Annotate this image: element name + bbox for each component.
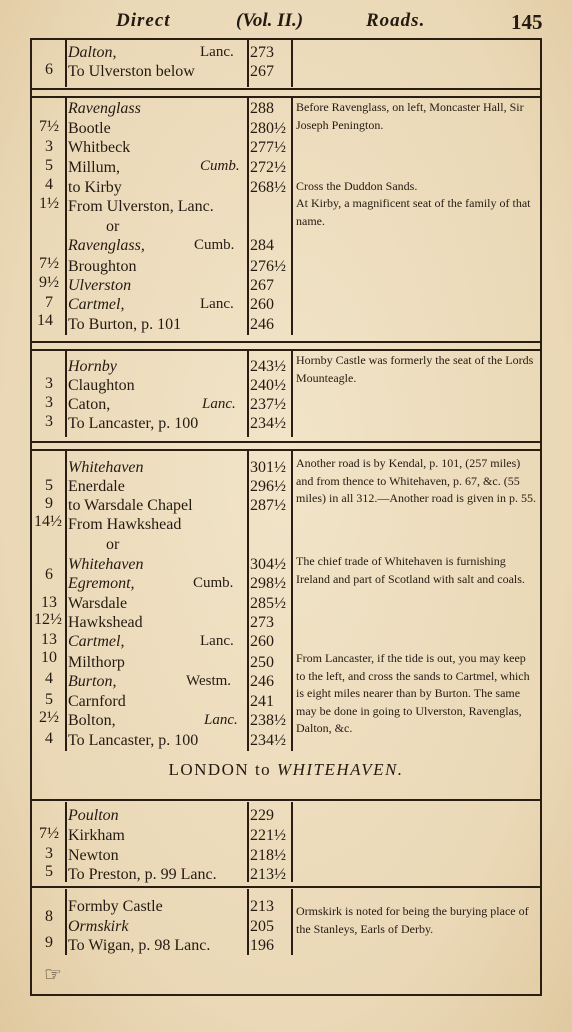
rule — [30, 349, 542, 351]
col-rule — [291, 350, 293, 437]
stage-distance: 13 — [41, 594, 57, 611]
miles-from-london: 268½ — [250, 179, 286, 196]
route-note: Hornby Castle was formerly the seat of the Lords Mounteagle. — [296, 353, 534, 385]
county-label: Lanc. — [204, 712, 238, 728]
stage-distance: 5 — [45, 691, 53, 708]
miles-from-london: 229 — [250, 807, 274, 824]
miles-from-london: 284 — [250, 237, 274, 254]
rule — [30, 88, 542, 90]
col-rule — [291, 802, 293, 882]
place-name: Ravenglass — [68, 100, 141, 117]
miles-from-london: 234½ — [250, 415, 286, 432]
col-rule — [247, 97, 249, 335]
miles-from-london: 273 — [250, 614, 274, 631]
miles-from-london: 234½ — [250, 732, 286, 749]
stage-distance: 3 — [45, 394, 53, 411]
place-name: Broughton — [68, 258, 137, 275]
route-note: Another road is by Kendal, p. 101, (257 miles) and from thence to Whitehaven, p. 67, &c. (55 miles) in all 312.—Another road is given in p. 55. — [296, 456, 536, 505]
page-number: 145 — [511, 10, 543, 34]
county-label: Lanc. — [202, 396, 236, 412]
col-rule — [247, 889, 249, 955]
stage-distance: 7 — [45, 294, 53, 311]
col-rule — [291, 889, 293, 955]
place-name: Poulton — [68, 807, 119, 824]
stage-distance: 3 — [45, 375, 53, 392]
running-header — [0, 10, 572, 36]
miles-from-london: 213½ — [250, 866, 286, 883]
place-name: Egremont, — [68, 575, 135, 592]
place-name: Bolton, — [68, 712, 116, 729]
rule — [30, 799, 542, 801]
place-name: Caton, — [68, 396, 111, 413]
col-rule — [247, 451, 249, 751]
place-name: Claughton — [68, 377, 135, 394]
stage-distance: 4 — [45, 176, 53, 193]
place-name: To Ulverston below — [68, 63, 195, 80]
rule — [30, 886, 542, 888]
stage-distance: 5 — [45, 477, 53, 494]
place-name: From Ulverston, Lanc. — [68, 198, 214, 215]
place-name: Cartmel, — [68, 633, 125, 650]
col-rule — [291, 97, 293, 335]
col-rule — [65, 451, 67, 751]
or-separator: or — [106, 536, 120, 553]
place-name: Kirkham — [68, 827, 125, 844]
miles-from-london: 277½ — [250, 139, 286, 156]
stage-distance: 7½ — [39, 118, 59, 135]
miles-from-london: 243½ — [250, 358, 286, 375]
county-label: Cumb. — [200, 158, 240, 174]
miles-from-london: 287½ — [250, 497, 286, 514]
place-name: Formby Castle — [68, 898, 163, 915]
place-name: To Lancaster, p. 100 — [68, 415, 199, 432]
miles-from-london: 196 — [250, 937, 274, 954]
miles-from-london: 237½ — [250, 396, 286, 413]
miles-from-london: 241 — [250, 693, 274, 710]
place-name: To Preston, p. 99 Lanc. — [68, 866, 217, 883]
place-name: Whitbeck — [68, 139, 131, 156]
stage-distance: 7½ — [39, 255, 59, 272]
col-rule — [247, 40, 249, 87]
miles-from-london: 246 — [250, 673, 274, 690]
place-name: Warsdale — [68, 595, 128, 612]
stage-distance: 5 — [45, 157, 53, 174]
stage-distance: 4 — [45, 670, 53, 687]
stage-distance: 3 — [45, 845, 53, 862]
place-name: Dalton, — [68, 44, 117, 61]
place-name: Ormskirk — [68, 918, 129, 935]
place-name: To Burton, p. 101 — [68, 316, 182, 333]
place-name: To Wigan, p. 98 Lanc. — [68, 937, 211, 954]
place-name: Cartmel, — [68, 296, 125, 313]
miles-from-london: 221½ — [250, 827, 286, 844]
county-label: Lanc. — [200, 296, 234, 312]
stage-distance: 1½ — [39, 195, 59, 212]
miles-from-london: 285½ — [250, 595, 286, 612]
route-note: At Kirby, a magnificent seat of the family of that name. — [296, 196, 531, 228]
col-rule — [65, 802, 67, 882]
county-label: Cumb. — [194, 237, 235, 253]
miles-from-london: 213 — [250, 898, 274, 915]
place-name: Hornby — [68, 358, 117, 375]
route-note: Before Ravenglass, on left, Moncaster Hall, Sir Joseph Penington. — [296, 100, 524, 132]
miles-from-london: 240½ — [250, 377, 286, 394]
stage-distance: 6 — [45, 61, 53, 78]
stage-distance: 6 — [45, 566, 53, 583]
miles-from-london: 288 — [250, 100, 274, 117]
col-rule — [247, 802, 249, 882]
place-name: From Hawkshead — [68, 516, 182, 533]
stage-distance: 14 — [37, 312, 53, 329]
place-name: Burton, — [68, 673, 117, 690]
miles-from-london: 296½ — [250, 478, 286, 495]
rule — [30, 441, 542, 443]
miles-from-london: 260 — [250, 633, 274, 650]
miles-from-london: 267 — [250, 63, 274, 80]
route-note: Cross the Duddon Sands. — [296, 179, 418, 193]
miles-from-london: 301½ — [250, 459, 286, 476]
place-name: to Kirby — [68, 179, 122, 196]
col-rule — [291, 451, 293, 751]
county-label: Cumb. — [193, 575, 234, 591]
place-name: Newton — [68, 847, 119, 864]
pointing-hand-icon: ☞ — [44, 964, 62, 986]
miles-from-london: 238½ — [250, 712, 286, 729]
place-name: Bootle — [68, 120, 111, 137]
col-rule — [247, 350, 249, 437]
header-right: Roads. — [366, 10, 426, 31]
miles-from-london: 218½ — [250, 847, 286, 864]
miles-from-london: 250 — [250, 654, 274, 671]
county-label: Lanc. — [200, 44, 234, 60]
col-rule — [65, 350, 67, 437]
miles-from-london: 280½ — [250, 120, 286, 137]
stage-distance: 12½ — [34, 611, 62, 628]
place-name: Ulverston — [68, 277, 132, 294]
col-rule — [65, 889, 67, 955]
place-name: Milthorp — [68, 654, 125, 671]
route-note: From Lancaster, if the tide is out, you may keep to the left, and cross the sands to Cartmel, which is eight miles nearer than by Burton. The same may be done in going to Ulverston, Ravenglas, Dalton, &c. — [296, 651, 530, 735]
miles-from-london: 298½ — [250, 575, 286, 592]
stage-distance: 13 — [41, 631, 57, 648]
stage-distance: 5 — [45, 863, 53, 880]
miles-from-london: 267 — [250, 277, 274, 294]
place-name: Whitehaven — [68, 556, 144, 573]
miles-from-london: 205 — [250, 918, 274, 935]
place-name: Carnford — [68, 693, 126, 710]
stage-distance: 9 — [45, 495, 53, 512]
place-name: to Warsdale Chapel — [68, 497, 193, 514]
miles-from-london: 273 — [250, 44, 274, 61]
place-name: Millum, — [68, 159, 121, 176]
miles-from-london: 246 — [250, 316, 274, 333]
place-name: Ravenglass, — [68, 237, 145, 254]
miles-from-london: 260 — [250, 296, 274, 313]
stage-distance: 7½ — [39, 825, 59, 842]
stage-distance: 2½ — [39, 709, 59, 726]
col-rule — [65, 97, 67, 335]
place-name: To Lancaster, p. 100 — [68, 732, 199, 749]
col-rule — [65, 40, 67, 87]
route-note: The chief trade of Whitehaven is furnishing Ireland and part of Scotland with salt and coals. — [296, 554, 525, 586]
miles-from-london: 272½ — [250, 159, 286, 176]
route-note: Ormskirk is noted for being the burying place of the Stanleys, Earls of Derby. — [296, 904, 529, 936]
header-left: Direct — [116, 10, 171, 31]
stage-distance: 10 — [41, 649, 57, 666]
stage-distance: 14½ — [34, 513, 62, 530]
route-title: LONDON to WHITEHAVEN. — [168, 760, 404, 779]
county-label: Lanc. — [200, 633, 234, 649]
miles-from-london: 304½ — [250, 556, 286, 573]
place-name: Hawkshead — [68, 614, 143, 631]
county-label: Westm. — [186, 673, 232, 689]
stage-distance: 3 — [45, 138, 53, 155]
rule — [30, 96, 542, 98]
rule — [30, 38, 542, 40]
header-volume: (Vol. II.) — [236, 10, 304, 31]
stage-distance: 8 — [45, 908, 53, 925]
stage-distance: 4 — [45, 730, 53, 747]
stage-distance: 3 — [45, 413, 53, 430]
miles-from-london: 276½ — [250, 258, 286, 275]
stage-distance: 9 — [45, 934, 53, 951]
stage-distance: 9½ — [39, 274, 59, 291]
place-name: Whitehaven — [68, 459, 144, 476]
or-separator: or — [106, 218, 120, 235]
rule — [30, 449, 542, 451]
place-name: Enerdale — [68, 478, 125, 495]
rule — [30, 341, 542, 343]
col-rule — [291, 40, 293, 87]
